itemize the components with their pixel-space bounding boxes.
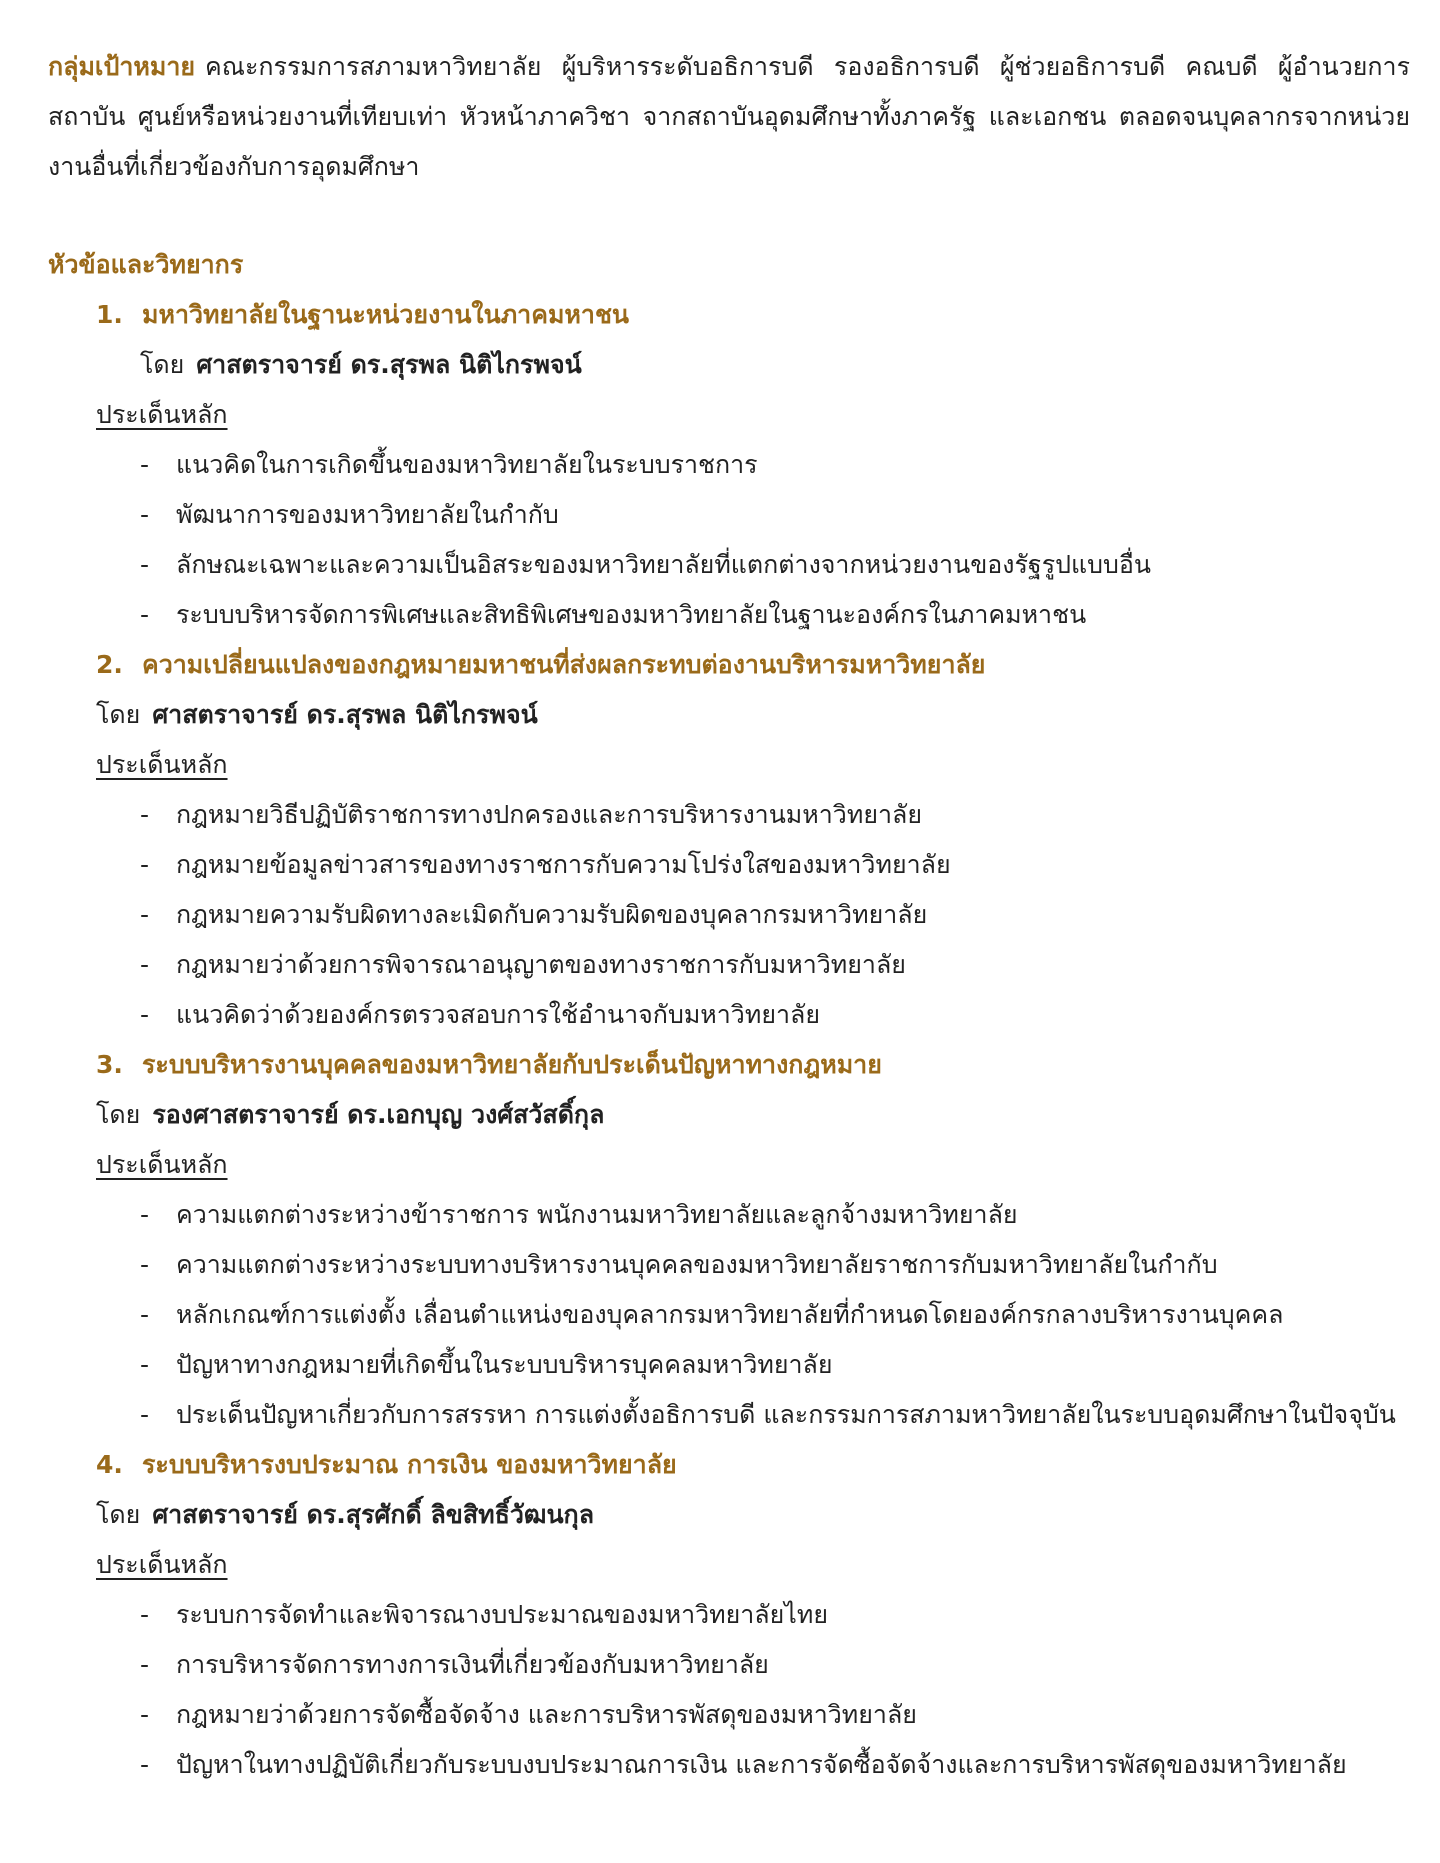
speaker-line [48,1490,1410,1540]
issue-text: ความแตกต่างระหว่างข้าราชการ พนักงานมหาวิทยาลัยและลูกจ้างมหาวิทยาลัย [176,1200,1018,1229]
topic-title [48,1440,1410,1490]
topics-heading: หัวข้อและวิทยากร [48,250,244,279]
dash-bullet-icon: - [140,1200,150,1229]
issue-text: ความแตกต่างระหว่างระบบทางบริหารงานบุคคลของมหาวิทยาลัยราชการกับมหาวิทยาลัยในกำกับ [176,1250,1218,1279]
issues-label: ประเด็นหลัก [96,750,228,779]
issues-label: ประเด็นหลัก [96,1550,228,1579]
topic-title-text: ระบบบริหารงบประมาณ การเงิน ของมหาวิทยาลัย [142,1450,677,1479]
issue-text: ปัญหาทางกฎหมายที่เกิดขึ้นในระบบบริหารบุคคลมหาวิทยาลัย [176,1350,833,1379]
issues-label: ประเด็นหลัก [96,400,228,429]
by-prefix: โดย [96,1100,141,1129]
issues-list [48,1590,1410,1790]
list-item [48,590,1410,640]
issue-text: แนวคิดในการเกิดขึ้นของมหาวิทยาลัยในระบบราชการ [176,450,758,479]
issues-list [48,790,1410,1040]
issue-text: กฎหมายข้อมูลข่าวสารของทางราชการกับความโปร่งใสของมหาวิทยาลัย [176,850,951,879]
list-item [48,790,1410,840]
dash-bullet-icon: - [140,1000,150,1029]
speaker-name: ศาสตราจารย์ ดร.สุรพล นิติไกรพจน์ [196,350,582,379]
topic-title-text: มหาวิทยาลัยในฐานะหน่วยงานในภาคมหาชน [142,300,629,329]
dash-bullet-icon: - [140,600,150,629]
issue-text: แนวคิดว่าด้วยองค์กรตรวจสอบการใช้อำนาจกับมหาวิทยาลัย [176,1000,820,1029]
list-item [48,490,1410,540]
topic-title [48,1040,1410,1090]
topic-title [48,290,1410,340]
dash-bullet-icon: - [140,1400,150,1429]
speaker-line [48,340,1410,390]
list-item [48,1190,1410,1240]
list-item [48,440,1410,490]
dash-bullet-icon: - [140,1750,150,1779]
topic-4 [48,1440,1410,1790]
target-group-paragraph [48,42,1410,192]
dash-bullet-icon: - [140,1700,150,1729]
target-group-text: คณะกรรมการสภามหาวิทยาลัย ผู้บริหารระดับอธิการบดี รองอธิการบดี ผู้ช่วยอธิการบดี คณบดี ผู้อำนวยการสถาบัน ศูนย์หรือหน่วยงานที่เทียบเท่า หัวหน้าภาควิชา จากสถาบันอุดมศึกษาทั้งภาครัฐ และเอกชน ตลอดจนบุคลากรจากหน่วยงานอื่นที่เกี่ยวข้องกับการอุดมศึกษา [48,52,1410,181]
dash-bullet-icon: - [140,950,150,979]
topic-number: 4. [96,1450,123,1479]
list-item [48,1340,1410,1390]
speaker-name: รองศาสตราจารย์ ดร.เอกบุญ วงศ์สวัสดิ์กุล [152,1100,605,1129]
dash-bullet-icon: - [140,1300,150,1329]
list-item [48,1740,1410,1790]
issue-text: กฎหมายวิธีปฏิบัติราชการทางปกครองและการบริหารงานมหาวิทยาลัย [176,800,922,829]
issue-text: การบริหารจัดการทางการเงินที่เกี่ยวข้องกับมหาวิทยาลัย [176,1650,769,1679]
list-item [48,1240,1410,1290]
document-page [48,42,1410,1790]
target-group-label: กลุ่มเป้าหมาย [48,52,196,81]
list-item [48,1690,1410,1740]
issues-label: ประเด็นหลัก [96,1150,228,1179]
topic-number: 1. [96,300,123,329]
list-item [48,990,1410,1040]
list-item [48,840,1410,890]
list-item [48,1390,1410,1440]
speaker-line [48,690,1410,740]
issue-text: ประเด็นปัญหาเกี่ยวกับการสรรหา การแต่งตั้งอธิการบดี และกรรมการสภามหาวิทยาลัยในระบบอุดมศึกษาในปัจจุบัน [176,1400,1396,1429]
issue-text: หลักเกณฑ์การแต่งตั้ง เลื่อนตำแหน่งของบุคลากรมหาวิทยาลัยที่กำหนดโดยองค์กรกลางบริหารงานบุคคล [176,1300,1284,1329]
issue-text: ระบบบริหารจัดการพิเศษและสิทธิพิเศษของมหาวิทยาลัยในฐานะองค์กรในภาคมหาชน [176,600,1087,629]
issue-text: กฎหมายว่าด้วยการพิจารณาอนุญาตของทางราชการกับมหาวิทยาลัย [176,950,906,979]
issue-text: ระบบการจัดทำและพิจารณางบประมาณของมหาวิทยาลัยไทย [176,1600,828,1629]
speaker-line [48,1090,1410,1140]
list-item [48,540,1410,590]
speaker-name: ศาสตราจารย์ ดร.สุรศักดิ์ ลิขสิทธิ์วัฒนกุล [152,1500,595,1529]
list-item [48,940,1410,990]
dash-bullet-icon: - [140,1650,150,1679]
dash-bullet-icon: - [140,1600,150,1629]
topic-title [48,640,1410,690]
issues-list [48,1190,1410,1440]
dash-bullet-icon: - [140,800,150,829]
topic-2 [48,640,1410,1040]
dash-bullet-icon: - [140,900,150,929]
topic-title-text: ระบบบริหารงานบุคคลของมหาวิทยาลัยกับประเด็นปัญหาทางกฎหมาย [142,1050,882,1079]
issue-text: ปัญหาในทางปฏิบัติเกี่ยวกับระบบงบประมาณการเงิน และการจัดซื้อจัดจ้างและการบริหารพัสดุของมหาวิทยาลัย [176,1750,1347,1779]
by-prefix: โดย [140,350,185,379]
topic-number: 3. [96,1050,123,1079]
dash-bullet-icon: - [140,450,150,479]
list-item [48,1290,1410,1340]
issue-text: ลักษณะเฉพาะและความเป็นอิสระของมหาวิทยาลัยที่แตกต่างจากหน่วยงานของรัฐรูปแบบอื่น [176,550,1151,579]
dash-bullet-icon: - [140,550,150,579]
issue-text: กฎหมายความรับผิดทางละเมิดกับความรับผิดของบุคลากรมหาวิทยาลัย [176,900,928,929]
dash-bullet-icon: - [140,850,150,879]
list-item [48,890,1410,940]
by-prefix: โดย [96,1500,141,1529]
by-prefix: โดย [96,700,141,729]
issues-list [48,440,1410,640]
issue-text: พัฒนาการของมหาวิทยาลัยในกำกับ [176,500,559,529]
list-item [48,1590,1410,1640]
topic-1 [48,290,1410,640]
topic-title-text: ความเปลี่ยนแปลงของกฎหมายมหาชนที่ส่งผลกระทบต่องานบริหารมหาวิทยาลัย [142,650,986,679]
dash-bullet-icon: - [140,1350,150,1379]
dash-bullet-icon: - [140,500,150,529]
topic-number: 2. [96,650,123,679]
dash-bullet-icon: - [140,1250,150,1279]
list-item [48,1640,1410,1690]
issue-text: กฎหมายว่าด้วยการจัดซื้อจัดจ้าง และการบริหารพัสดุของมหาวิทยาลัย [176,1700,917,1729]
speaker-name: ศาสตราจารย์ ดร.สุรพล นิติไกรพจน์ [152,700,538,729]
topic-3 [48,1040,1410,1440]
